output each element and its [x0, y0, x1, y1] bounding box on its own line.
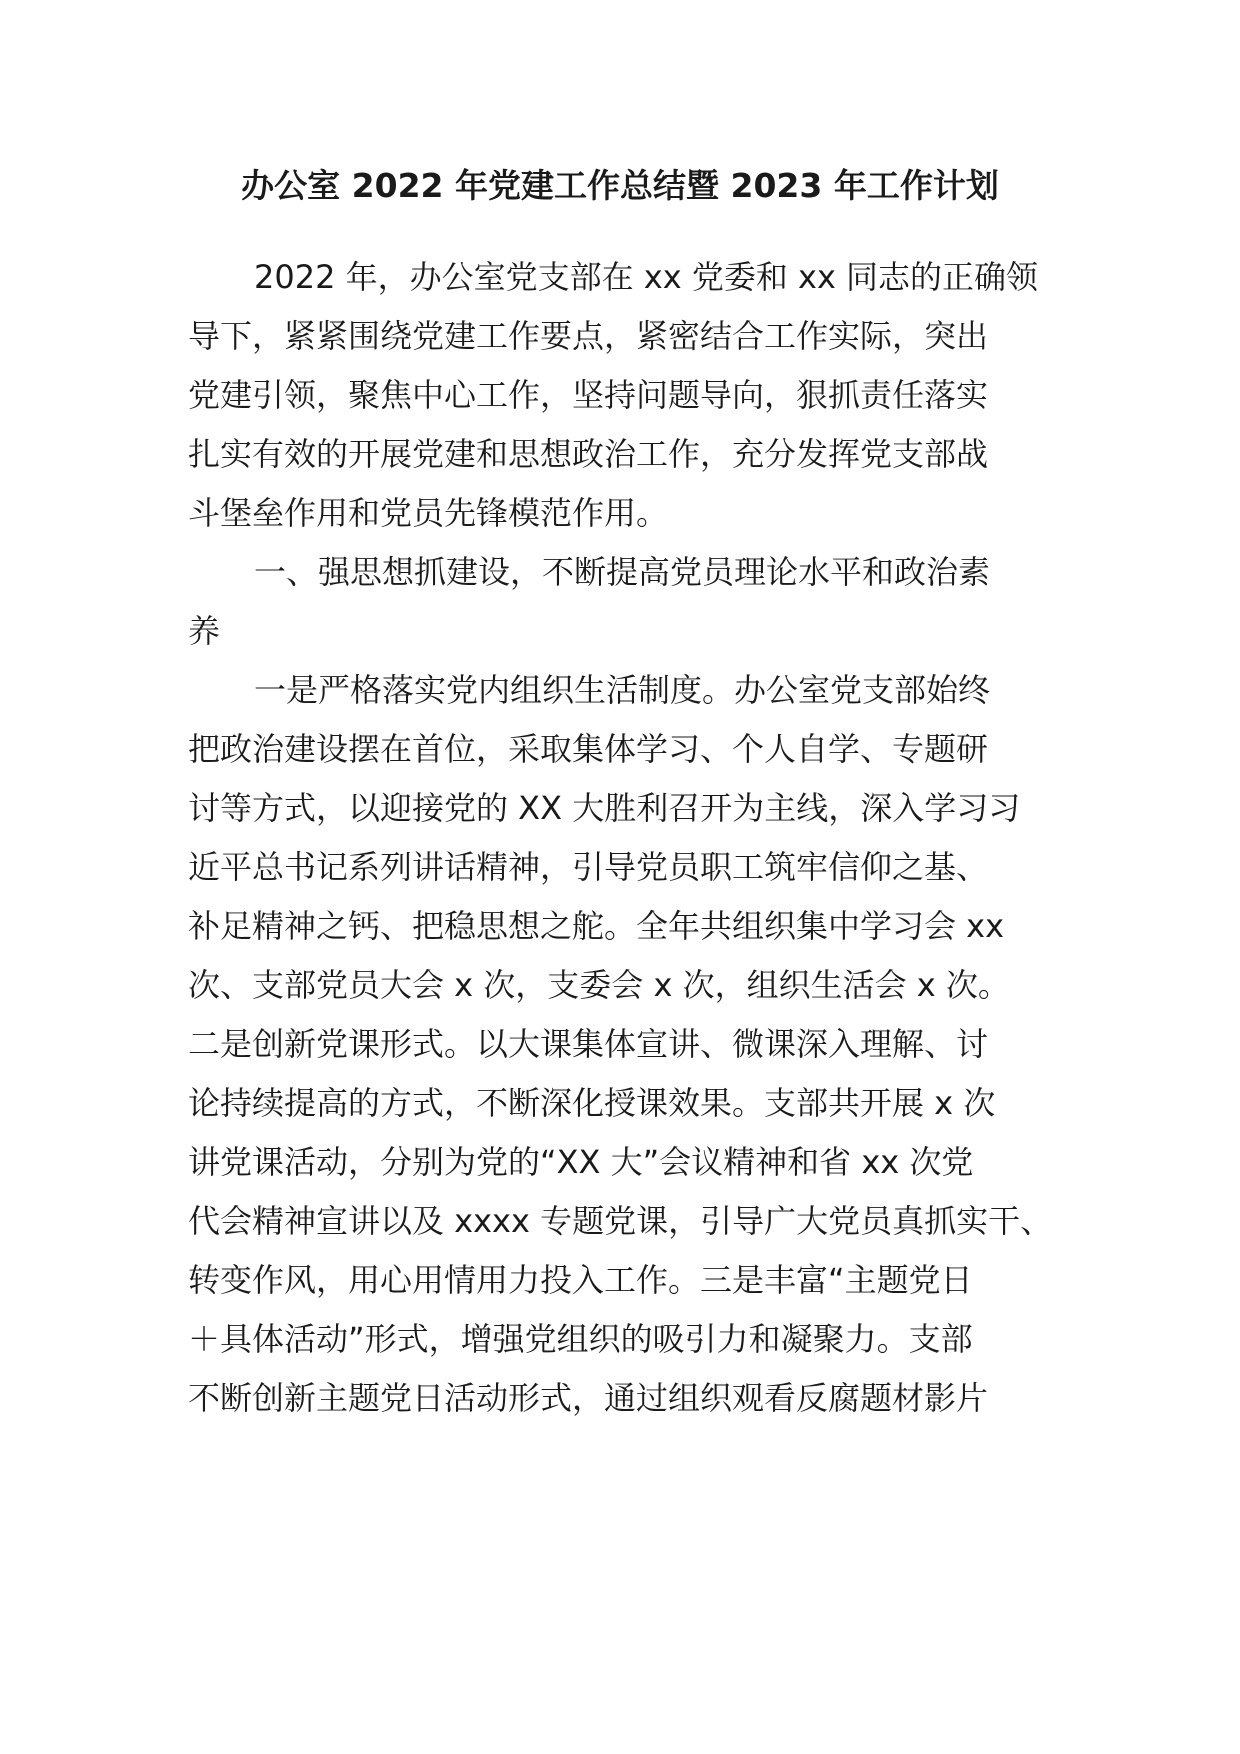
paragraph-line: 2022 年，办公室党支部在 xx 党委和 xx 同志的正确领 [254, 258, 1039, 296]
section-heading: 一、强思想抓建设，不断提高党员理论水平和政治素 [254, 553, 991, 591]
paragraph-line: 扎实有效的开展党建和思想政治工作，充分发挥党支部战 [188, 435, 989, 473]
paragraph-line: ＋具体活动”形式，增强党组织的吸引力和凝聚力。支部 [188, 1320, 973, 1358]
paragraph-line: 次、支部党员大会 x 次，支委会 x 次，组织生活会 x 次。 [188, 966, 1010, 1004]
paragraph-line: 二是创新党课形式。以大课集体宣讲、微课深入理解、讨 [188, 1025, 989, 1063]
paragraph-line: 党建引领，聚焦中心工作，坚持问题导向，狠抓责任落实 [188, 376, 989, 414]
paragraph-line: 一是严格落实党内组织生活制度。办公室党支部始终 [254, 671, 991, 709]
paragraph-line: 讨等方式，以迎接党的 XX 大胜利召开为主线，深入学习习 [188, 789, 1021, 827]
paragraph-line: 讲党课活动，分别为党的“XX 大”会议精神和省 xx 次党 [188, 1143, 974, 1181]
paragraph-line: 把政治建设摆在首位，采取集体学习、个人自学、专题研 [188, 730, 989, 768]
paragraph-line: 论持续提高的方式，不断深化授课效果。支部共开展 x 次 [188, 1084, 996, 1122]
paragraph-line: 补足精神之钙、把稳思想之舵。全年共组织集中学习会 xx [188, 907, 1005, 945]
paragraph-line: 不断创新主题党日活动形式，通过组织观看反腐题材影片 [188, 1379, 989, 1417]
paragraph-line: 斗堡垒作用和党员先锋模范作用。 [188, 494, 669, 532]
paragraph-line: 转变作风，用心用情用力投入工作。三是丰富“主题党日 [188, 1261, 973, 1299]
paragraph-line: 近平总书记系列讲话精神，引导党员职工筑牢信仰之基、 [188, 848, 989, 886]
paragraph-line: 导下，紧紧围绕党建工作要点，紧密结合工作实际，突出 [188, 317, 989, 355]
section-heading-continued: 养 [188, 612, 221, 650]
document-title: 办公室 2022 年党建工作总结暨 2023 年工作计划 [241, 166, 999, 205]
paragraph-line: 代会精神宣讲以及 xxxx 专题党课，引导广大党员真抓实干、 [188, 1202, 1053, 1240]
